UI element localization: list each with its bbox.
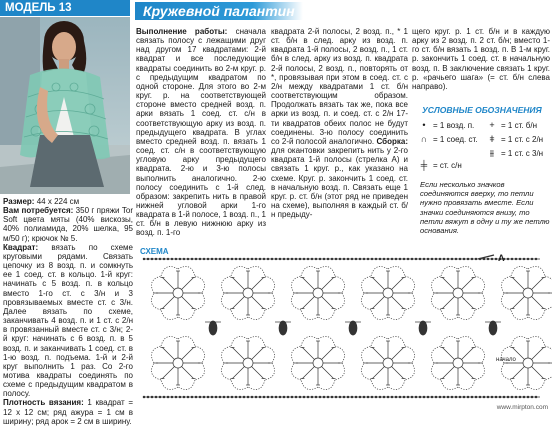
chain-arc bbox=[195, 346, 205, 363]
chain-arc bbox=[388, 380, 405, 390]
motif-ring bbox=[243, 358, 253, 368]
stitch-post bbox=[302, 297, 314, 309]
chain-arc bbox=[231, 266, 248, 276]
motif-ring bbox=[523, 288, 533, 298]
stitch-post bbox=[162, 297, 174, 309]
single-crochet-icon: + bbox=[489, 120, 495, 130]
stitch-post bbox=[232, 297, 244, 309]
chain-arc bbox=[248, 380, 265, 390]
assembly-label: Сборка: bbox=[376, 136, 408, 146]
chain-arc bbox=[361, 363, 371, 380]
chain-arc bbox=[195, 276, 205, 293]
stitch-post bbox=[462, 347, 474, 359]
cluster-mark bbox=[349, 321, 357, 335]
chain-arc bbox=[195, 363, 205, 380]
stitch-post bbox=[512, 367, 524, 379]
density-text: 1 квадрат = 12 х 12 см; ряд ажура = 1 см в ширину; ряд арок = 2 см в ширину. bbox=[3, 398, 133, 426]
stitch-post bbox=[162, 367, 174, 379]
chain-arc bbox=[371, 380, 388, 390]
chain-arc bbox=[248, 266, 265, 276]
stitch-post bbox=[372, 277, 384, 289]
chain-arc bbox=[405, 276, 415, 293]
joining-text: квадрата 2-й полосы, 2 возд. п., * 1 ст. б/н в след. арку из возд. п. квадрата 1-й полосы, 2 возд. п., 1 ст. б/н в след. арку из возд. п. квадрата 2-й полосы, 2 возд. п., повторять от *, провязывая при этом в соед. ст. с 2/н между квадратами 1 ст. б/н соответствующим образом. Продолжать вязать так же, пока все арки из возд. п. и соед. ст. с 2/н 17-ти квадратов обеих полос не будут соединены. 3-ю полосу соединить со 2-й полосой аналогично. bbox=[271, 27, 408, 146]
legend bbox=[418, 116, 550, 176]
chain-arc bbox=[178, 266, 195, 276]
materials-text: 350 г пряжи Tor Soft цвета мяты (40% вискозы, 40% полиамида, 20% шелка, 95 м/50 г); крючок № 5. bbox=[3, 206, 133, 243]
stitch-post bbox=[162, 277, 174, 289]
stitch-post bbox=[532, 277, 544, 289]
chain-arc bbox=[545, 346, 552, 363]
legend-item bbox=[418, 134, 478, 144]
chain-arc bbox=[248, 336, 265, 346]
chain-arc bbox=[475, 293, 485, 310]
legend-label: = ст. с/н bbox=[433, 160, 462, 170]
cluster-mark bbox=[209, 321, 217, 335]
chain-arc bbox=[501, 293, 511, 310]
chain-arc bbox=[221, 346, 231, 363]
motif-ring bbox=[383, 288, 393, 298]
schema-label: СХЕМА bbox=[140, 247, 169, 256]
materials-column bbox=[3, 197, 133, 426]
chain-arc bbox=[221, 363, 231, 380]
crochet-diagram bbox=[138, 253, 550, 403]
cluster-mark bbox=[489, 321, 497, 335]
stitch-post bbox=[182, 297, 194, 309]
chain-arc bbox=[178, 310, 195, 320]
stitch-post bbox=[182, 347, 194, 359]
chain-arc bbox=[511, 336, 528, 346]
chain-arc bbox=[511, 380, 528, 390]
legend-item bbox=[418, 120, 474, 130]
arrow-a-marker: А bbox=[498, 253, 505, 263]
stitch-post bbox=[442, 347, 454, 359]
chain-arc bbox=[371, 336, 388, 346]
slip-stitch-icon: ∩ bbox=[420, 134, 428, 144]
stitch-post bbox=[302, 347, 314, 359]
motif-ring bbox=[453, 358, 463, 368]
chain-stitch-icon: • bbox=[422, 120, 426, 130]
woman-in-shawl-photo bbox=[0, 17, 130, 194]
stitch-post bbox=[442, 277, 454, 289]
stitch-post bbox=[252, 297, 264, 309]
chain-arc bbox=[528, 266, 545, 276]
chain-arc bbox=[335, 363, 345, 380]
triple-treble-icon: ⫵ bbox=[489, 148, 495, 158]
chain-arc bbox=[528, 380, 545, 390]
motif-ring bbox=[453, 288, 463, 298]
legend-item bbox=[486, 120, 537, 130]
work-column bbox=[136, 27, 266, 245]
chain-arc bbox=[475, 276, 485, 293]
stitch-post bbox=[392, 347, 404, 359]
chain-arc bbox=[361, 293, 371, 310]
stitch-post bbox=[372, 367, 384, 379]
motif-ring bbox=[173, 358, 183, 368]
work-label: Выполнение работы: bbox=[136, 27, 228, 36]
chain-arc bbox=[231, 380, 248, 390]
motif-ring bbox=[243, 288, 253, 298]
stitch-post bbox=[322, 277, 334, 289]
legend-label: = 1 соед. ст. bbox=[433, 134, 478, 144]
legend-title: УСЛОВНЫЕ ОБОЗНАЧЕНИЯ bbox=[422, 105, 542, 115]
chain-arc bbox=[388, 310, 405, 320]
chain-arc bbox=[301, 310, 318, 320]
stitch-post bbox=[302, 367, 314, 379]
legend-label: = 1 ст. б/н bbox=[501, 120, 538, 130]
treble-crochet-icon: ╪ bbox=[420, 160, 428, 170]
chain-arc bbox=[501, 276, 511, 293]
legend-label: = 1 ст. с 2/н bbox=[501, 134, 544, 144]
chain-arc bbox=[405, 363, 415, 380]
legend-label: = 1 возд. п. bbox=[433, 120, 475, 130]
chain-arc bbox=[371, 266, 388, 276]
chain-arc bbox=[431, 346, 441, 363]
chain-arc bbox=[458, 380, 475, 390]
motif-ring bbox=[313, 358, 323, 368]
chain-arc bbox=[528, 336, 545, 346]
stitch-post bbox=[392, 297, 404, 309]
chain-arc bbox=[458, 310, 475, 320]
stitch-post bbox=[252, 277, 264, 289]
stitch-post bbox=[322, 297, 334, 309]
model-number: МОДЕЛЬ 13 bbox=[5, 2, 72, 14]
chain-arc bbox=[161, 266, 178, 276]
chain-arc bbox=[501, 363, 511, 380]
chain-arc bbox=[265, 346, 275, 363]
stitch-post bbox=[162, 347, 174, 359]
site-watermark: www.mirpton.com bbox=[496, 404, 548, 411]
chain-arc bbox=[195, 293, 205, 310]
stitch-post bbox=[372, 297, 384, 309]
stitch-post bbox=[442, 367, 454, 379]
chain-arc bbox=[511, 266, 528, 276]
cluster-mark bbox=[419, 321, 427, 335]
chain-arc bbox=[528, 310, 545, 320]
density-label: Плотность вязания: bbox=[3, 398, 84, 408]
chain-arc bbox=[545, 276, 552, 293]
stitch-post bbox=[392, 367, 404, 379]
chain-arc bbox=[291, 346, 301, 363]
chain-arc bbox=[178, 336, 195, 346]
start-label: начало bbox=[496, 357, 516, 363]
chain-arc bbox=[291, 363, 301, 380]
chain-arc bbox=[431, 363, 441, 380]
chain-arc bbox=[248, 310, 265, 320]
stitch-post bbox=[532, 367, 544, 379]
page-title-text: Кружевной палантин bbox=[143, 3, 295, 19]
chain-arc bbox=[161, 336, 178, 346]
chain-arc bbox=[431, 276, 441, 293]
chain-arc bbox=[431, 293, 441, 310]
legend-label: = 1 ст. с 3/н bbox=[501, 149, 544, 158]
chain-arc bbox=[335, 346, 345, 363]
chain-arc bbox=[545, 293, 552, 310]
chain-arc bbox=[361, 346, 371, 363]
crochet-chart-svg bbox=[138, 253, 550, 403]
joining-column bbox=[271, 27, 408, 245]
square-text: вязать по схеме круговыми рядами. Связать цепочку из 8 возд. п. и сомкнуть ее 1 соед. ст. в кольцо. 1-й круг: начинать с 5 возд. п. в кольцо вместо 1-го ст. с 3/н и 3 провязываемых вместе ст. с 3/н. Далее вязать по схеме, заканчивать 4 возд. п. и 1 ст. с 2/н в провязанный вместе ст. с 3/н; 2-й круг: начинать с 6 возд. п. в 5 возд. п. и заканчивать 1 соед. ст. в 1-ю возд. п. подъема. 1-й и 2-й круг выполнить 1 раз. Со 2-го мотива квадраты соединять по схеме с предыдущим квадратом в полосу. bbox=[3, 242, 133, 399]
chain-arc bbox=[265, 276, 275, 293]
stitch-post bbox=[532, 347, 544, 359]
chain-arc bbox=[361, 276, 371, 293]
chain-arc bbox=[318, 336, 335, 346]
legend-item bbox=[418, 160, 462, 170]
model-photo bbox=[0, 17, 130, 194]
chain-arc bbox=[335, 276, 345, 293]
chain-arc bbox=[388, 336, 405, 346]
chain-arc bbox=[151, 346, 161, 363]
chain-arc bbox=[291, 276, 301, 293]
square-label: Квадрат: bbox=[3, 242, 39, 252]
stitch-post bbox=[532, 297, 544, 309]
stitch-post bbox=[182, 277, 194, 289]
chain-arc bbox=[441, 380, 458, 390]
chain-arc bbox=[511, 310, 528, 320]
double-treble-icon: ǂ bbox=[489, 134, 495, 144]
chain-arc bbox=[318, 380, 335, 390]
motif-ring bbox=[173, 288, 183, 298]
stitch-post bbox=[512, 297, 524, 309]
chain-arc bbox=[178, 380, 195, 390]
stitch-post bbox=[512, 277, 524, 289]
stitch-post bbox=[442, 297, 454, 309]
stitch-post bbox=[372, 347, 384, 359]
chain-arc bbox=[458, 266, 475, 276]
finishing-text: щего круг. р. 1 ст. б/н и в каждую арку из 2 возд. п. 2 ст. б/н; вместо 1-го ст. б/н вязать 1 возд. п. В 1-м круг. р. закончить 1 соед. ст. в начальную возд. п. В заключение связать 1 круг. р. «рачьего шага» (= ст. б/н слева направо). bbox=[412, 27, 550, 91]
chain-arc bbox=[318, 310, 335, 320]
size-text: 44 х 224 см bbox=[36, 197, 80, 206]
stitch-post bbox=[182, 367, 194, 379]
chain-arc bbox=[405, 293, 415, 310]
stitch-post bbox=[252, 367, 264, 379]
stitch-post bbox=[252, 347, 264, 359]
chain-arc bbox=[388, 266, 405, 276]
legend-item bbox=[486, 134, 543, 144]
chain-arc bbox=[335, 293, 345, 310]
chain-arc bbox=[151, 276, 161, 293]
chain-arc bbox=[545, 363, 552, 380]
materials-label: Вам потребуется: bbox=[3, 206, 74, 216]
stitch-post bbox=[232, 277, 244, 289]
chain-arc bbox=[318, 266, 335, 276]
chain-arc bbox=[475, 346, 485, 363]
chain-arc bbox=[221, 293, 231, 310]
chain-arc bbox=[441, 336, 458, 346]
assembly-text: для окантовки закрепить нить у 2-го квадрата 1-й полосы (стрелка А) и связать 1 круг. р., как указано на схеме. Круг. р. закончить 1 соед. ст. в начальную возд. п. Связать еще 1 круг. р. ст. б/н (этот ряд не приведен на схеме), выполняя в каждый ст. б/н предыду- bbox=[271, 146, 408, 220]
chain-arc bbox=[161, 310, 178, 320]
cluster-mark bbox=[279, 321, 287, 335]
chain-arc bbox=[151, 293, 161, 310]
motif-ring bbox=[383, 358, 393, 368]
legend-item bbox=[486, 148, 543, 159]
size-label: Размер: bbox=[3, 197, 35, 206]
stitch-post bbox=[462, 277, 474, 289]
chain-arc bbox=[371, 310, 388, 320]
stitch-post bbox=[462, 297, 474, 309]
chain-arc bbox=[441, 310, 458, 320]
chain-arc bbox=[265, 293, 275, 310]
stitch-post bbox=[232, 347, 244, 359]
chain-arc bbox=[301, 380, 318, 390]
stitch-post bbox=[322, 347, 334, 359]
stitch-post bbox=[462, 367, 474, 379]
legend-note: Если несколько значков соединяются вверху, то петли нужно провязать вместе. Если значки соединяются внизу, то петли вяжут в одну и ту же петлю основания. bbox=[420, 180, 550, 236]
chain-arc bbox=[441, 266, 458, 276]
chain-arc bbox=[458, 336, 475, 346]
chain-arc bbox=[161, 380, 178, 390]
chain-arc bbox=[291, 293, 301, 310]
chain-arc bbox=[301, 336, 318, 346]
chain-arc bbox=[265, 363, 275, 380]
chain-arc bbox=[151, 363, 161, 380]
chain-arc bbox=[231, 310, 248, 320]
work-text: сначала связать полосу с лежащими друг над другом 17 квадратами: 2-й квадрат и все последующие квадраты соединить во 2-м круг. р. с предыдущим квадратом по одной стороне. Для этого во 2-м круг. р. на соответствующей стороне вместо средней возд. п. арки вязать 1 соед. ст. с/н в соответствующую арку из возд. п. предыдущего квадрата. В углах вместо средней возд. п. вязать 1 соед. ст. с/н в соответствующую угловую арку предыдущего квадрата. 2-ю и 3-ю полосы выполнить аналогично. 2-ю полосу соединить с 1-й след. образом: закрепить нить в правой нижней угловой арки 1-го квадрата в 1-й полосе, 1 возд. п., 1 ст. б/н в левую нижнюю арку из возд. п. 1-го bbox=[136, 27, 266, 238]
finishing-column bbox=[412, 27, 550, 91]
model-number-bar bbox=[0, 0, 130, 16]
motif-ring bbox=[523, 358, 533, 368]
stitch-post bbox=[302, 277, 314, 289]
chain-arc bbox=[405, 346, 415, 363]
chain-arc bbox=[231, 336, 248, 346]
motif-ring bbox=[313, 288, 323, 298]
stitch-post bbox=[232, 367, 244, 379]
page-title bbox=[135, 2, 303, 20]
chain-arc bbox=[221, 276, 231, 293]
stitch-post bbox=[392, 277, 404, 289]
chain-arc bbox=[475, 363, 485, 380]
chain-arc bbox=[301, 266, 318, 276]
stitch-post bbox=[322, 367, 334, 379]
